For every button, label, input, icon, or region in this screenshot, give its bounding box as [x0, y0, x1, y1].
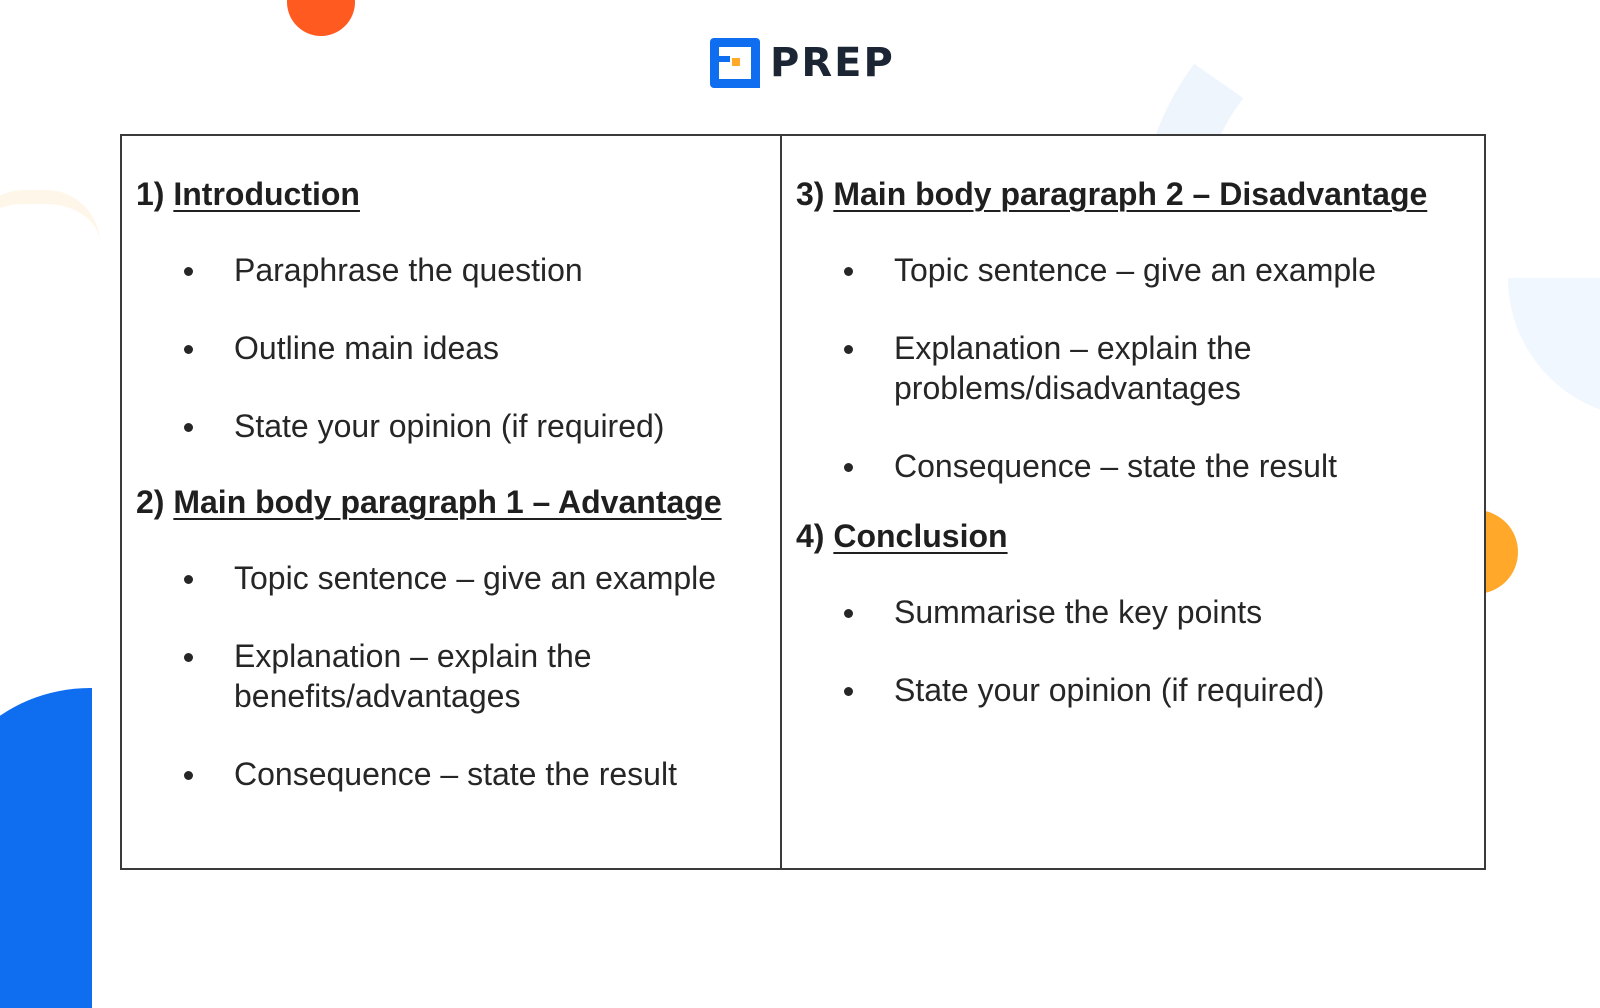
- list-item: State your opinion (if required): [844, 670, 1414, 710]
- list-item: Explanation – explain the problems/disadvantages: [844, 328, 1414, 408]
- cream-arc-decoration: [0, 190, 100, 244]
- list-item: State your opinion (if required): [184, 406, 754, 446]
- section-number: 3): [796, 176, 825, 212]
- list-item: Consequence – state the result: [184, 754, 754, 794]
- section-title: Introduction: [173, 176, 360, 212]
- essay-outline-table: [120, 134, 1486, 870]
- section-number: 1): [136, 176, 165, 212]
- brand-logo: [710, 36, 895, 90]
- section-heading-body-2: [796, 174, 1470, 214]
- blue-corner-decoration: [0, 688, 92, 1008]
- list-item: Topic sentence – give an example: [184, 558, 754, 598]
- orange-circle-decoration: [287, 0, 355, 36]
- outline-column-left: [122, 136, 782, 868]
- section-title: Main body paragraph 1 – Advantage: [173, 484, 722, 520]
- list-item: Summarise the key points: [844, 592, 1414, 632]
- conclusion-points: [796, 592, 1470, 710]
- list-item: Explanation – explain the benefits/advantages: [184, 636, 754, 716]
- outline-column-right: [782, 136, 1484, 868]
- section-number: 4): [796, 518, 825, 554]
- section-title: Conclusion: [833, 518, 1008, 554]
- brand-name: PREP: [770, 40, 895, 86]
- section-heading-introduction: [136, 174, 766, 214]
- list-item: Outline main ideas: [184, 328, 754, 368]
- section-heading-conclusion: [796, 516, 1470, 556]
- list-item: Consequence – state the result: [844, 446, 1414, 486]
- introduction-points: [136, 250, 766, 446]
- prep-logo-icon: [710, 38, 760, 88]
- list-item: Topic sentence – give an example: [844, 250, 1414, 290]
- body-2-points: [796, 250, 1470, 486]
- section-heading-body-1: [136, 482, 766, 522]
- section-number: 2): [136, 484, 165, 520]
- list-item: Paraphrase the question: [184, 250, 754, 290]
- body-1-points: [136, 558, 766, 794]
- section-title: Main body paragraph 2 – Disadvantage: [833, 176, 1428, 212]
